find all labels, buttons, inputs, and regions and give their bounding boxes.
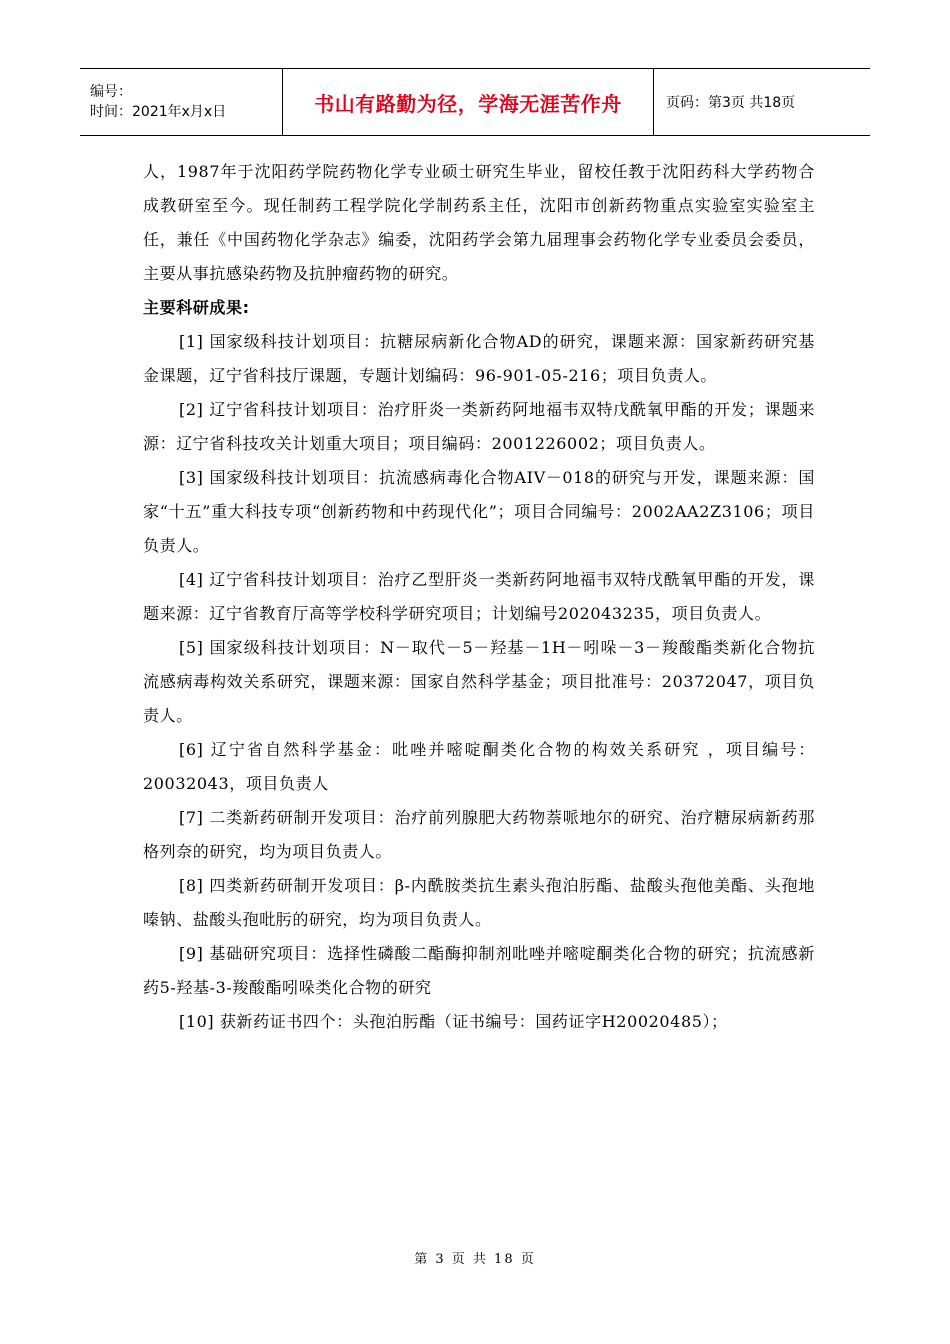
document-date: 时间：2021年x月x日 — [90, 104, 227, 120]
achievement-item: [6] 辽宁省自然科学基金：吡唑并嘧啶酮类化合物的构效关系研究 ，项目编号：20032043，项目负责人 — [143, 740, 815, 793]
achievement-item: [2] 辽宁省科技计划项目：治疗肝炎一类新药阿地福韦双特戊酰氧甲酯的开发；课题来源：辽宁省科技攻关计划重大项目；项目编码：2001226002；项目负责人。 — [143, 400, 815, 453]
achievement-item: [8] 四类新药研制开发项目：β-内酰胺类抗生素头孢泊肟酯、盐酸头孢他美酯、头孢地嗪钠、盐酸头孢吡肟的研究，均为项目负责人。 — [143, 876, 815, 929]
achievement-item: [10] 获新药证书四个：头孢泊肟酯（证书编号：国药证字H20020485）； — [179, 1012, 728, 1031]
document-number-label: 编号： — [90, 84, 132, 100]
achievement-item: [4] 辽宁省科技计划项目：治疗乙型肝炎一类新药阿地福韦双特戊酰氧甲酯的开发，课题来源：辽宁省教育厅高等学校科学研究项目；计划编号202043235，项目负责人。 — [143, 570, 815, 623]
page-footer: 第 3 页 共 18 页 — [414, 1252, 536, 1267]
achievement-item: [3] 国家级科技计划项目：抗流感病毒化合物AIV－018的研究与开发，课题来源：国家“十五”重大科技专项“创新药物和中药现代化”；项目合同编号：2002AA2Z3106；项目负责人。 — [143, 468, 815, 555]
achievement-item: [9] 基础研究项目：选择性磷酸二酯酶抑制剂吡唑并嘧啶酮类化合物的研究；抗流感新药5-羟基-3-羧酸酯吲哚类化合物的研究 — [143, 944, 815, 997]
header-meta — [80, 69, 282, 135]
document-body — [143, 155, 815, 1039]
achievement-item: [7] 二类新药研制开发项目：治疗前列腺肥大药物萘哌地尔的研究、治疗糖尿病新药那格列奈的研究，均为项目负责人。 — [143, 808, 815, 861]
intro-paragraph: 人，1987年于沈阳药学院药物化学专业硕士研究生毕业，留校任教于沈阳药科大学药物合成教研室至今。现任制药工程学院化学制药系主任，沈阳市创新药物重点实验室实验室主任，兼任《中国药物化学杂志》编委，沈阳药学会第九届理事会药物化学专业委员会委员，主要从事抗感染药物及抗肿瘤药物的研究。 — [143, 162, 815, 283]
header-page-info: 页码：第3页 共18页 — [666, 95, 796, 111]
achievement-item: [5] 国家级科技计划项目：N－取代－5－羟基－1H－吲哚－3－羧酸酯类新化合物抗流感病毒构效关系研究，课题来源：国家自然科学基金；项目批准号：20372047，项目负责人。 — [143, 638, 815, 725]
achievement-item: [1] 国家级科技计划项目：抗糖尿病新化合物AD的研究，课题来源：国家新药研究基金课题，辽宁省科技厅课题，专题计划编码：96-901-05-216；项目负责人。 — [143, 332, 815, 385]
page-header — [80, 68, 870, 136]
header-motto: 书山有路勤为径，学海无涯苦作舟 — [282, 69, 654, 135]
section-heading: 主要科研成果: — [143, 298, 250, 317]
